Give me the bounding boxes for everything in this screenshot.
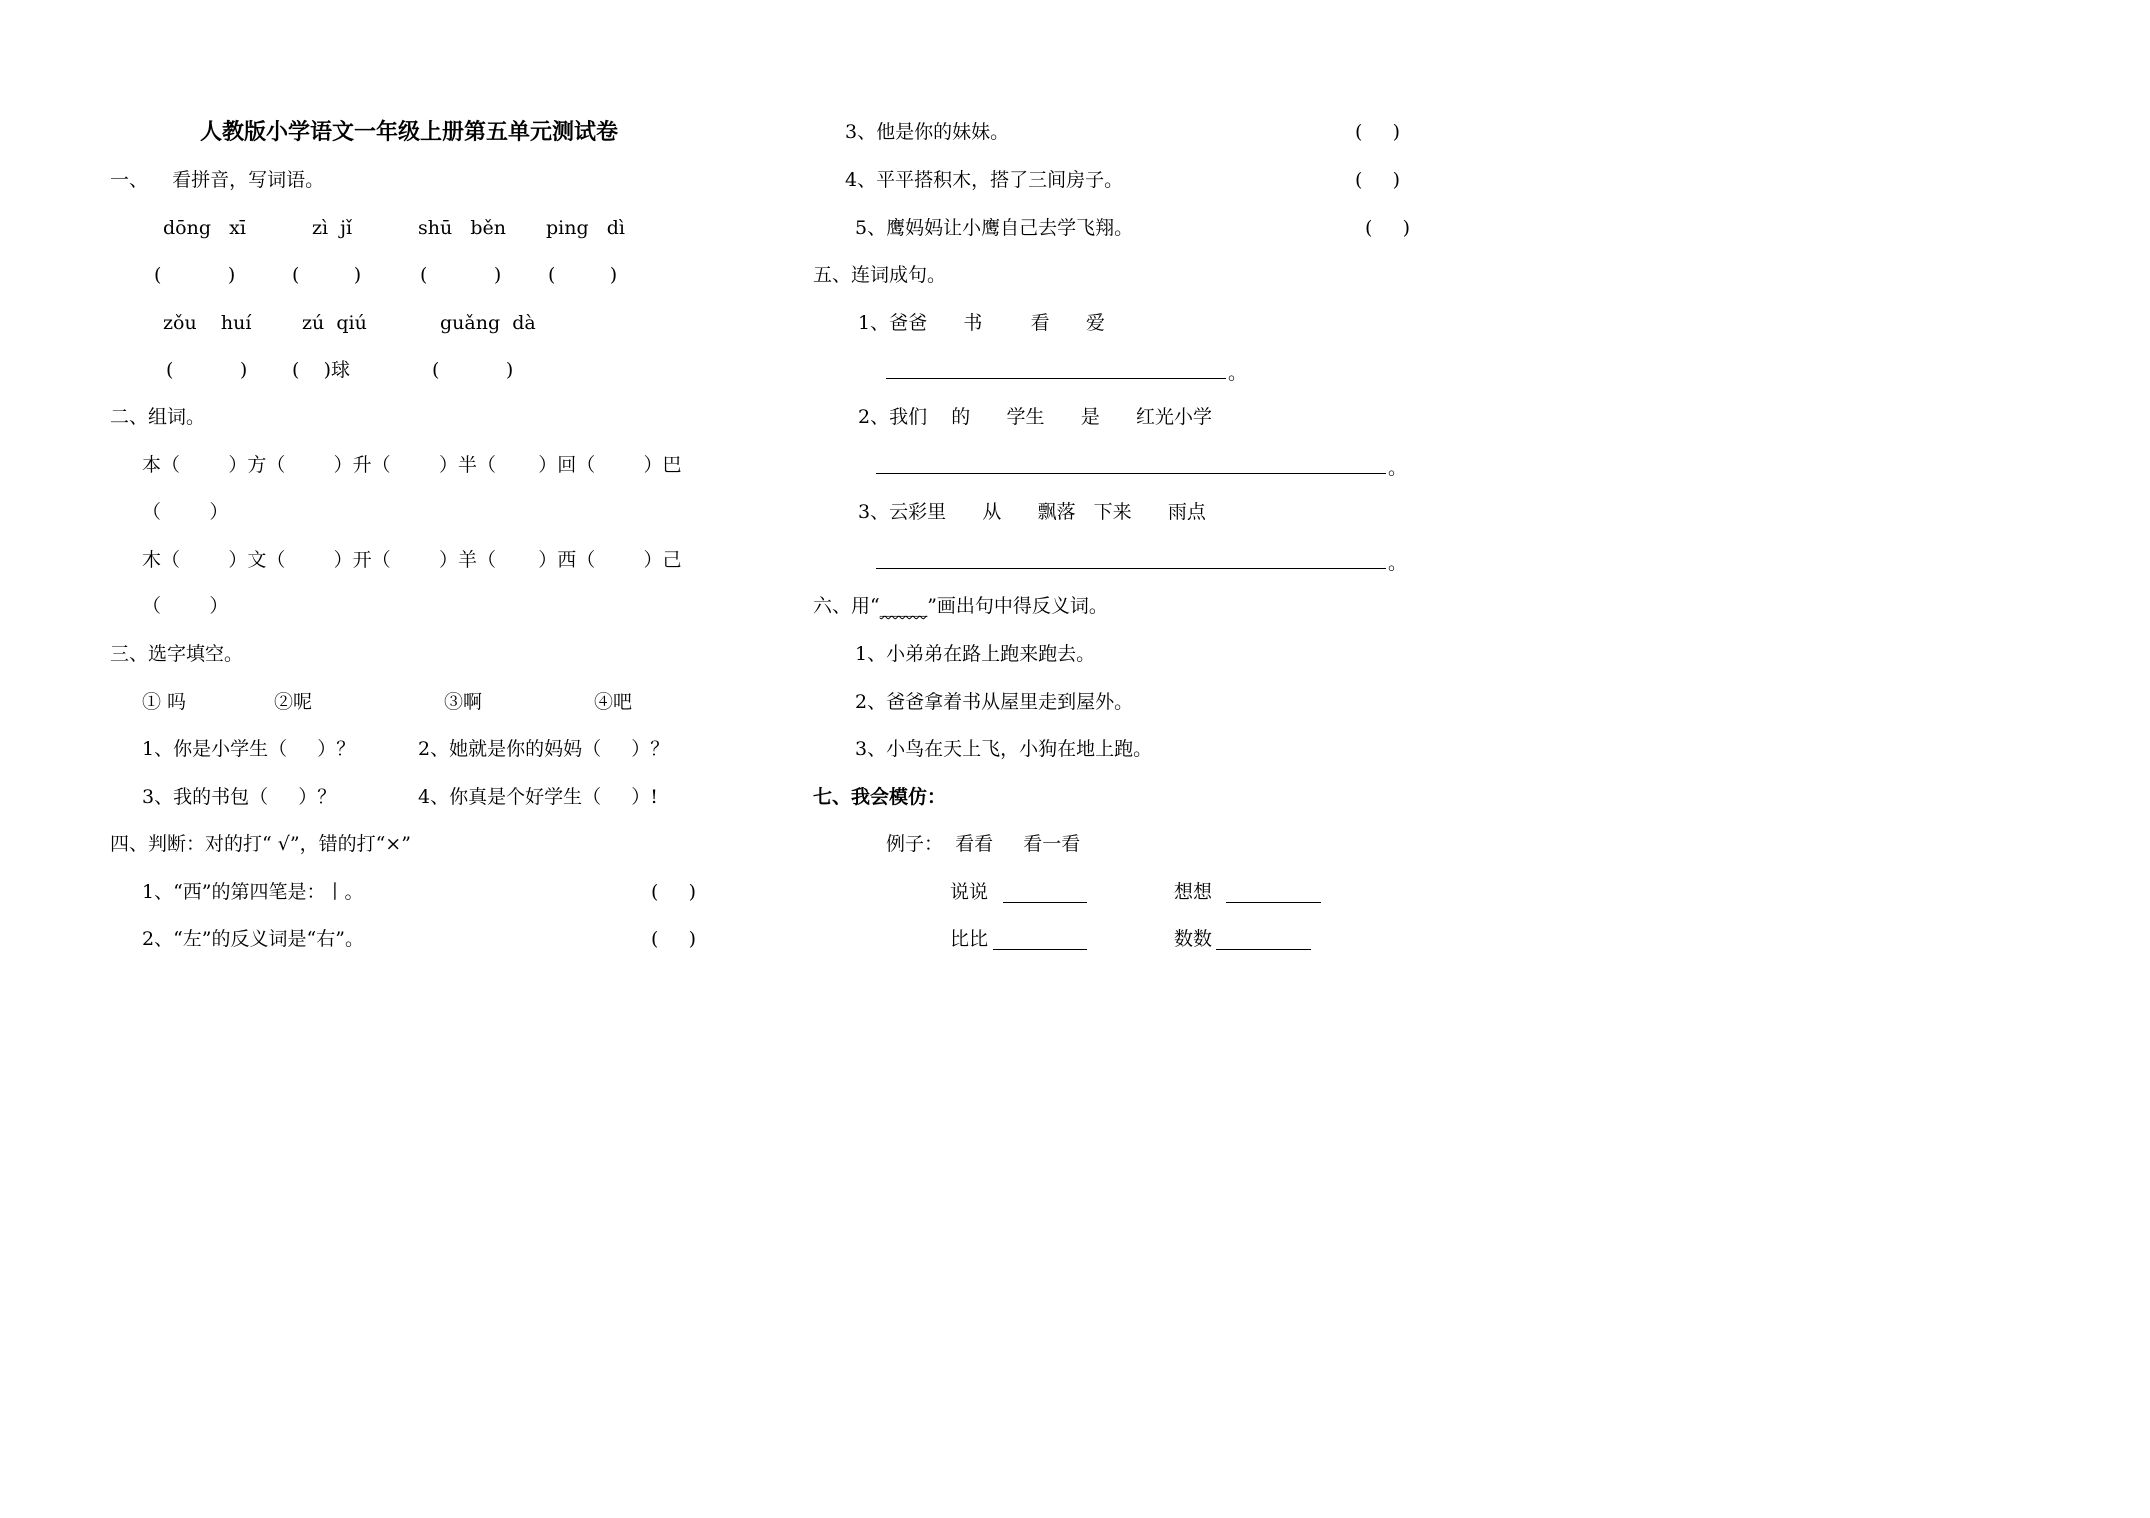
heading-text: 六、用“	[813, 595, 880, 617]
pinyin: shū běn	[418, 217, 506, 239]
answer-blank[interactable]: ( )球	[292, 359, 350, 381]
section-3-heading: 三、选字填空。	[110, 643, 244, 665]
judge-item: 5、鹰妈妈让小鹰自己去学飞翔。	[855, 217, 1134, 239]
imitation-word: 比比	[950, 928, 989, 950]
answer-blank[interactable]: ( )	[548, 264, 618, 286]
imitation-word: 说说	[950, 881, 989, 903]
choice-option: ③啊	[444, 691, 483, 713]
section-2-heading: 二、组词。	[110, 406, 206, 428]
answer-blank[interactable]: ( )	[154, 264, 236, 286]
answer-line[interactable]	[876, 473, 1386, 474]
sentence-words: 2、我们 的 学生 是 红光小学	[858, 406, 1212, 428]
imitation-example: 例子： 看看 看一看	[886, 833, 1081, 855]
fill-question[interactable]: 4、你真是个好学生（ ）!	[418, 786, 658, 808]
period: 。	[1388, 552, 1408, 574]
fill-question[interactable]: 1、你是小学生（ ）？	[142, 738, 356, 760]
word-group-row[interactable]: （ ）	[142, 595, 229, 617]
antonym-sentence[interactable]: 1、小弟弟在路上跑来跑去。	[855, 643, 1096, 665]
imitation-word: 想想	[1174, 881, 1213, 903]
period: 。	[1228, 362, 1248, 384]
section-1-heading: 一、 看拼音，写词语。	[110, 169, 325, 191]
word-group-row[interactable]: 本（ ）方（ ）升（ ）半（ ）回（ ）巴	[142, 454, 682, 476]
word-group-row[interactable]: 木（ ）文（ ）开（ ）羊（ ）西（ ）己	[142, 549, 682, 571]
pinyin: zǒu huí	[163, 312, 252, 334]
fill-question[interactable]: 3、我的书包（ ）？	[142, 786, 337, 808]
answer-line[interactable]	[876, 568, 1386, 569]
fill-question[interactable]: 2、她就是你的妈妈（ ）？	[418, 738, 670, 760]
pinyin: ping dì	[546, 217, 625, 239]
section-7-heading: 七、我会模仿：	[813, 786, 947, 808]
pinyin: zú qiú	[302, 312, 367, 334]
choice-option: ②呢	[274, 691, 313, 713]
pinyin: guǎng dà	[440, 312, 536, 334]
answer-blank[interactable]: ( )	[432, 359, 514, 381]
answer-blank[interactable]: ( )	[292, 264, 362, 286]
section-6-heading	[813, 594, 1108, 618]
judge-item: 2、“左”的反义词是“右”。	[142, 928, 364, 950]
period: 。	[1388, 457, 1408, 479]
sentence-words: 1、爸爸 书 看 爱	[858, 312, 1105, 334]
judge-mark[interactable]: ( )	[651, 928, 697, 950]
wavy-underline-mark: _____	[879, 595, 928, 617]
answer-line[interactable]	[1216, 949, 1311, 950]
judge-mark[interactable]: ( )	[1355, 169, 1401, 191]
section-4-heading: 四、判断：对的打“ √”，错的打“×”	[110, 833, 411, 855]
pinyin: dōng xī	[163, 217, 246, 239]
answer-line[interactable]	[886, 378, 1226, 379]
pinyin: zì jǐ	[312, 217, 353, 239]
answer-line[interactable]	[1003, 902, 1087, 903]
sentence-words: 3、云彩里 从 飘落 下来 雨点	[858, 501, 1206, 523]
answer-line[interactable]	[993, 949, 1087, 950]
heading-text: ”画出句中得反义词。	[927, 595, 1108, 617]
judge-item: 3、他是你的妹妹。	[845, 121, 1010, 143]
answer-line[interactable]	[1226, 902, 1321, 903]
imitation-word: 数数	[1174, 928, 1213, 950]
word-group-row[interactable]: （ ）	[142, 501, 229, 523]
antonym-sentence[interactable]: 3、小鸟在天上飞，小狗在地上跑。	[855, 738, 1153, 760]
judge-mark[interactable]: ( )	[1365, 217, 1411, 239]
antonym-sentence[interactable]: 2、爸爸拿着书从屋里走到屋外。	[855, 691, 1134, 713]
judge-item: 1、“西”的第四笔是：丨。	[142, 881, 364, 903]
page-title: 人教版小学语文一年级上册第五单元测试卷	[200, 119, 619, 145]
section-5-heading: 五、连词成句。	[813, 264, 947, 286]
answer-blank[interactable]: ( )	[420, 264, 502, 286]
choice-option: ① 吗	[142, 691, 187, 713]
judge-mark[interactable]: ( )	[651, 881, 697, 903]
judge-item: 4、平平搭积木，搭了三间房子。	[845, 169, 1124, 191]
judge-mark[interactable]: ( )	[1355, 121, 1401, 143]
choice-option: ④吧	[594, 691, 633, 713]
answer-blank[interactable]: ( )	[166, 359, 248, 381]
